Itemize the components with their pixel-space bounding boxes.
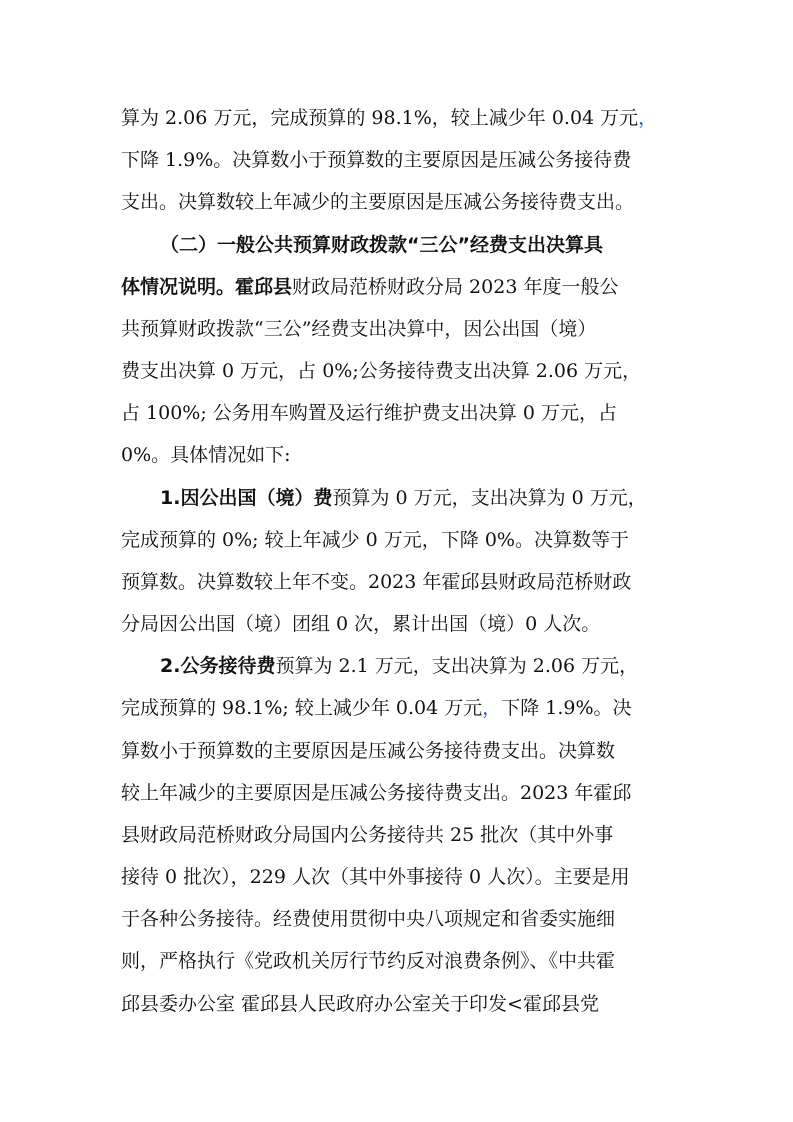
section-heading xyxy=(160,233,681,257)
text-run-blue: ， xyxy=(638,107,658,129)
text-run: 共预算财政拨款“三公”经费支出决算中，因公出国（境） xyxy=(121,318,597,340)
text-run: 预算数。决算数较上年不变。2023 年霍邱县财政局范桥财政 xyxy=(121,571,632,593)
text-line xyxy=(121,443,681,467)
text-run: 于各种公务接待。经费使用贯彻中央八项规定和省委实施细 xyxy=(121,908,616,930)
text-run: 则，严格执行《党政机关厉行节约反对浪费条例》、《中共霍 xyxy=(121,950,616,972)
text-line xyxy=(121,992,681,1016)
text-line xyxy=(121,781,681,805)
text-line xyxy=(121,949,681,973)
text-run: 算为 2.06 万元，完成预算的 98.1%，较上减少年 0.04 万元 xyxy=(121,107,639,129)
text-run: 完成预算的 0%; 较上年减少 0 万元，下降 0%。决算数等于 xyxy=(121,529,629,551)
text-run: 预算为 2.1 万元，支出决算为 2.06 万元， xyxy=(275,655,639,677)
text-line xyxy=(121,696,681,720)
text-run: 接待 0 批次），229 人次（其中外事接待 0 人次）。主要是用 xyxy=(121,866,630,888)
text-run: 支出。决算数较上年减少的主要原因是压减公务接待费支出。 xyxy=(121,191,635,213)
text-line xyxy=(121,148,681,172)
text-line xyxy=(121,865,681,889)
text-run: 算数小于预算数的主要原因是压减公务接待费支出。决算数 xyxy=(121,740,616,762)
text-line xyxy=(121,317,681,341)
text-run: 费支出决算 0 万元，占 0%;公务接待费支出决算 2.06 万元， xyxy=(121,360,642,382)
text-run-blue: ， xyxy=(482,697,502,719)
text-run: 财政局范桥财政分局 2023 年度一般公 xyxy=(292,276,619,298)
text-line xyxy=(121,401,681,425)
subheading-run: 2.公务接待费 xyxy=(160,655,276,677)
heading-run: 体情况说明。霍邱县 xyxy=(121,276,293,298)
text-line xyxy=(121,612,681,636)
text-line xyxy=(121,823,681,847)
text-run: 预算为 0 万元，支出决算为 0 万元， xyxy=(332,487,647,509)
heading-run: （二）一般公共预算财政拨款“三公”经费支出决算具 xyxy=(160,234,603,256)
text-run: 较上年减少的主要原因是压减公务接待费支出。2023 年霍邱 xyxy=(121,782,632,804)
text-line xyxy=(121,359,681,383)
text-run: 完成预算的 98.1%; 较上减少年 0.04 万元 xyxy=(121,697,483,719)
text-line xyxy=(121,907,681,931)
subheading-run: 1.因公出国（境）费 xyxy=(160,487,333,509)
text-line xyxy=(160,654,681,678)
text-line xyxy=(160,486,681,510)
text-line xyxy=(121,528,681,552)
text-line xyxy=(121,106,681,130)
text-run: 邱县委办公室 霍邱县人民政府办公室关于印发<霍邱县党 xyxy=(121,993,599,1015)
text-run: 0%。具体情况如下: xyxy=(121,444,291,466)
text-line xyxy=(121,739,681,763)
text-run: 下降 1.9%。决算数小于预算数的主要原因是压减公务接待费 xyxy=(121,149,632,171)
text-line xyxy=(121,570,681,594)
text-run: 占 100%; 公务用车购置及运行维护费支出决算 0 万元，占 xyxy=(121,402,617,424)
text-run: 下降 1.9%。决 xyxy=(501,697,632,719)
text-line xyxy=(121,190,681,214)
text-line xyxy=(121,275,681,299)
text-run: 县财政局范桥财政分局国内公务接待共 25 批次（其中外事 xyxy=(121,824,614,846)
text-run: 分局因公出国（境）团组 0 次，累计出国（境）0 人次。 xyxy=(121,613,601,635)
